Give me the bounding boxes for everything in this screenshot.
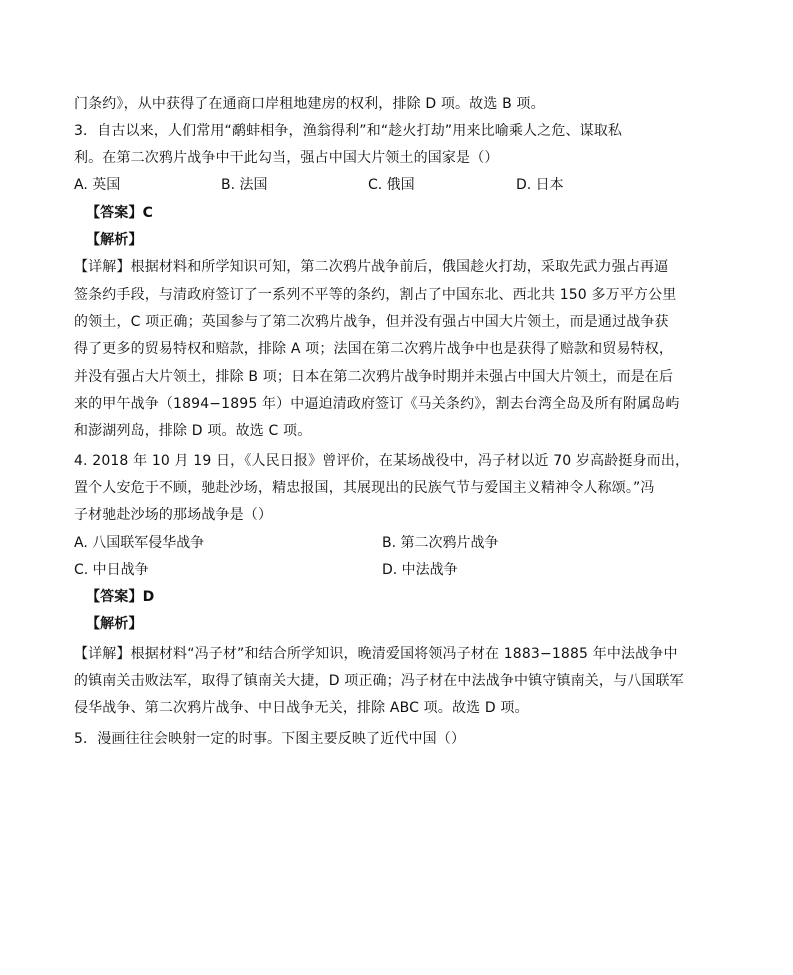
q4-option-c: C. 中日战争 [74,562,149,578]
q4-stem-line-2: 置个人安危于不顾，驰赴沙场，精忠报国，其展现出的民族气节与爱国主义精神令人称颂。”冯 [74,480,655,496]
q4-option-d: D. 中法战争 [382,562,458,578]
q3-analysis-label: 【解析】 [86,232,143,248]
q3-answer: 【答案】C [86,205,154,221]
q5-stem-line-1: 5．漫画往往会映射一定的时事。下图主要反映了近代中国（） [74,731,466,747]
q3-detail-line-2: 签条约手段，与清政府签订了一系列不平等的条约，割占了中国东北、西北共 150 多万平方公里 [74,287,677,303]
q4-detail-line-2: 的镇南关击败法军，取得了镇南关大捷，D 项正确；冯子材在中法战争中镇守镇南关，与八国联军 [74,673,684,689]
q4-option-a: A. 八国联军侵华战争 [74,535,205,551]
q3-option-c: C. 俄国 [368,177,415,193]
q3-option-a: A. 英国 [74,177,121,193]
q3-stem-line-1: 3．自古以来，人们常用“鹬蚌相争，渔翁得利”和“趁火打劫”用来比喻乘人之危、谋取私 [74,123,623,139]
q3-option-d: D. 日本 [516,177,564,193]
q4-stem-line-3: 子材驰赴沙场的那场战争是（） [74,507,273,523]
q3-stem-line-2: 利。在第二次鸦片战争中干此勾当，强占中国大片领土的国家是（） [74,150,499,166]
q3-detail-line-6: 来的甲午战争（1894−1895 年）中逼迫清政府签订《马关条约》，割去台湾全岛及所有附属岛屿 [74,396,680,412]
q4-analysis-label: 【解析】 [86,616,143,632]
q4-stem-line-1: 4. 2018 年 10 月 19 日，《人民日报》曾评价，在某场战役中，冯子材以近 70 岁高龄挺身而出， [74,453,690,469]
q4-answer: 【答案】D [86,589,155,605]
q4-detail-line-1: 【详解】根据材料“冯子材”和结合所学知识，晚清爱国将领冯子材在 1883−1885 年中法战争中 [74,646,678,662]
q3-detail-line-3: 的领土，C 项正确；英国参与了第二次鸦片战争，但并没有强占中国大片领土，而是通过战争获 [74,314,669,330]
q3-detail-line-1: 【详解】根据材料和所学知识可知，第二次鸦片战争前后，俄国趁火打劫，采取先武力强占再逼 [74,259,669,275]
q3-option-b: B. 法国 [221,177,268,193]
q2-explanation-tail: 门条约》，从中获得了在通商口岸租地建房的权利，排除 D 项。故选 B 项。 [74,96,545,112]
q3-detail-line-4: 得了更多的贸易特权和赔款，排除 A 项；法国在第二次鸦片战争中也是获得了赔款和贸易特权， [74,341,674,357]
q3-detail-line-5: 并没有强占大片领土，排除 B 项；日本在第二次鸦片战争时期并未强占中国大片领土，而是在后 [74,369,674,385]
q4-detail-line-3: 侵华战争、第二次鸦片战争、中日战争无关，排除 ABC 项。故选 D 项。 [74,700,529,716]
q4-option-b: B. 第二次鸦片战争 [382,535,499,551]
q3-detail-line-7: 和澎湖列岛，排除 D 项。故选 C 项。 [74,423,312,439]
